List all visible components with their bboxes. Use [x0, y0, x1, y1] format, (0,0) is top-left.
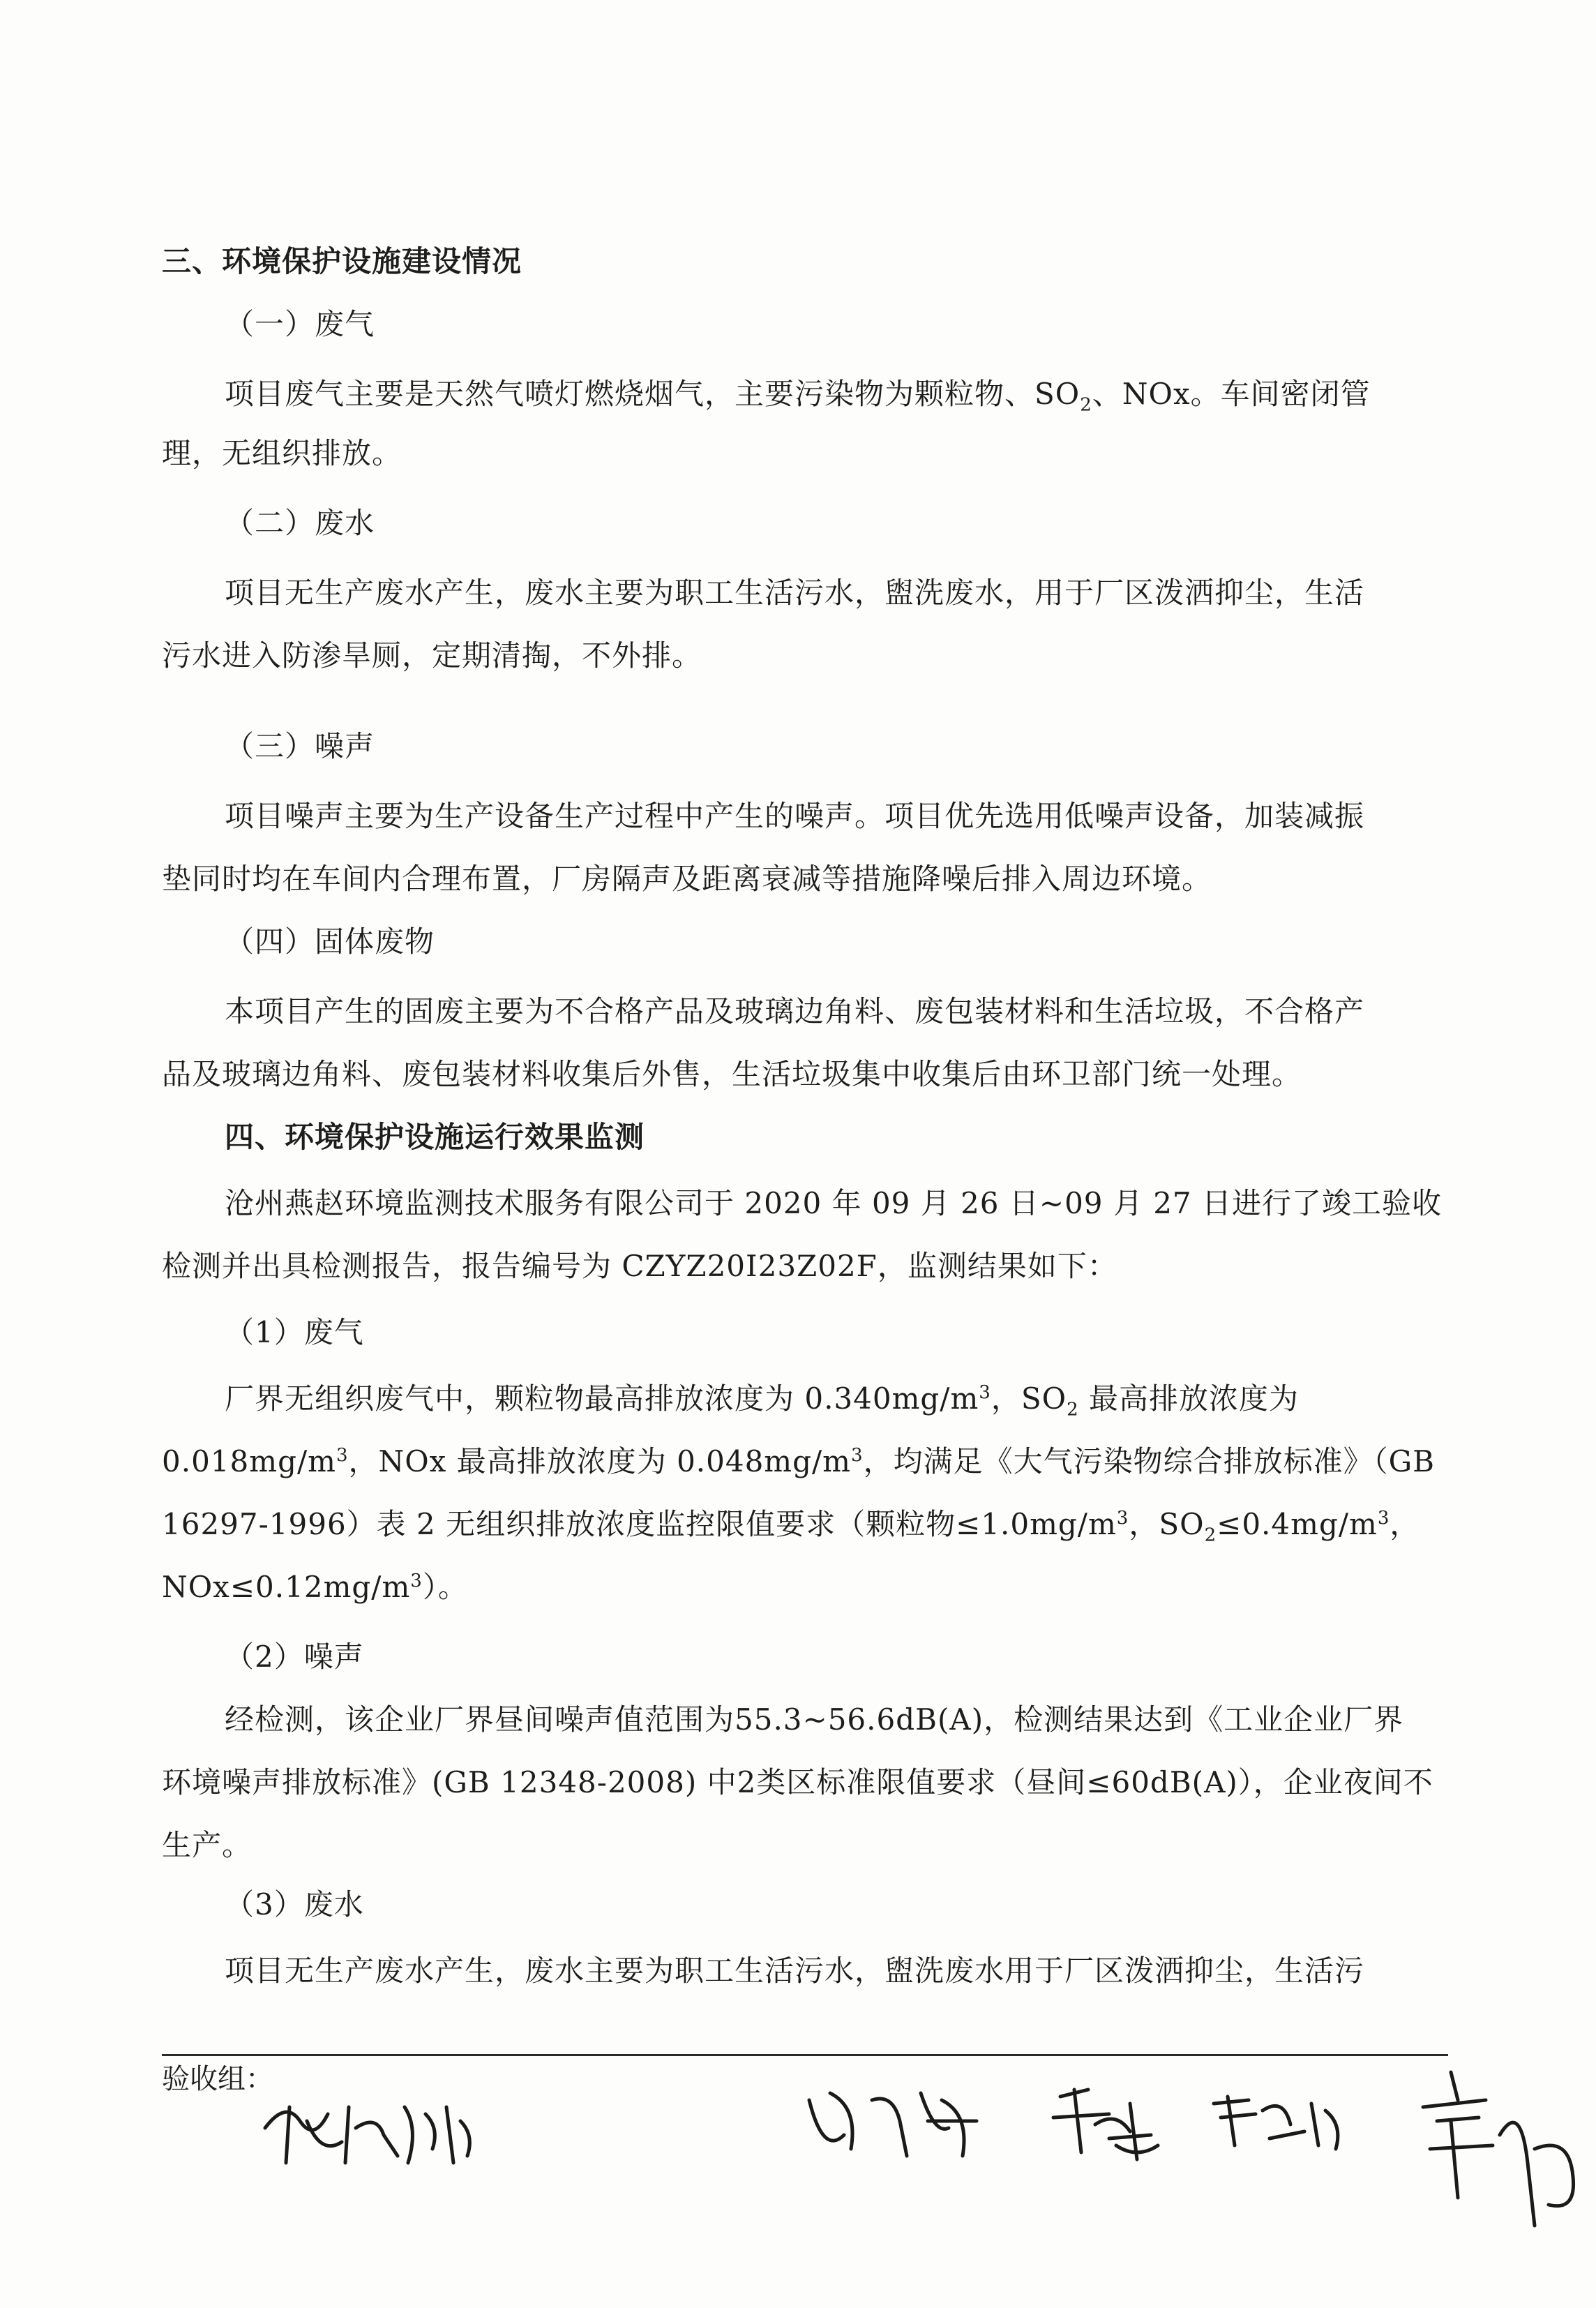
- subsection-2-noise-heading: （2）噪声: [225, 1640, 364, 1674]
- paragraph-line: 检测并出具检测报告，报告编号为 CZYZ20I23Z02F，监测结果如下：: [162, 1249, 1117, 1283]
- subsection-waste-gas-heading: （一）废气: [225, 307, 375, 341]
- subsection-solid-waste-heading: （四）固体废物: [225, 924, 435, 959]
- footer-divider: [162, 2054, 1448, 2056]
- paragraph-line: 垫同时均在车间内合理布置，厂房隔声及距离衰减等措施降噪后排入周边环境。: [162, 862, 1212, 896]
- paragraph-line: 本项目产生的固废主要为不合格产品及玻璃边角料、废包装材料和生活垃圾，不合格产: [225, 994, 1365, 1028]
- subsection-1-waste-gas-heading: （1）废气: [225, 1315, 364, 1349]
- paragraph-line: $NOx\le 0.12mg/m^3$）。: [162, 1570, 468, 1604]
- paragraph-line: 项目噪声主要为生产设备生产过程中产生的噪声。项目优先选用低噪声设备，加装减振: [225, 799, 1365, 833]
- section-3-heading: 三、环境保护设施建设情况: [162, 244, 522, 278]
- paragraph-line: 16297-1996）表 2 无组织排放浓度监控限值要求（颗粒物$\le 1.0mg/m^3$，$SO_2\le 0.4mg/m^3$，: [162, 1507, 1420, 1546]
- paragraph-line: 品及玻璃边角料、废包装材料收集后外售，生活垃圾集中收集后由环卫部门统一处理。: [162, 1057, 1302, 1091]
- paragraph-line: 理，无组织排放。: [162, 436, 402, 470]
- paragraph-line: 生产。: [162, 1828, 253, 1862]
- subsection-wastewater-heading: （二）废水: [225, 506, 375, 540]
- paragraph-line: 项目废气主要是天然气喷灯燃烧烟气，主要污染物为颗粒物、$SO_2$、NOx。车间密闭管: [225, 377, 1371, 416]
- subsection-noise-heading: （三）噪声: [225, 729, 375, 763]
- acceptance-group-label: 验收组：: [162, 2063, 273, 2095]
- signature-5: [1409, 2058, 1583, 2242]
- section-4-heading: 四、环境保护设施运行效果监测: [225, 1120, 645, 1154]
- signature-3: [1046, 2076, 1172, 2169]
- paragraph-line: 项目无生产废水产生，废水主要为职工生活污水，盥洗废水，用于厂区泼洒抑尘，生活: [225, 576, 1365, 610]
- paragraph-line: 厂界无组织废气中，颗粒物最高排放浓度为 $0.340mg/m^3$，$SO_2$ 最高排放浓度为: [225, 1381, 1299, 1421]
- paragraph-line: 环境噪声排放标准》(GB 12348-2008) 中2类区标准限值要求（昼间≤60dB(A)），企业夜间不: [162, 1765, 1433, 1799]
- signature-2: [802, 2072, 984, 2173]
- paragraph-line: 项目无生产废水产生，废水主要为职工生活污水，盥洗废水用于厂区泼洒抑尘，生活污: [225, 1954, 1365, 1988]
- paragraph-line: 沧州燕赵环境监测技术服务有限公司于 2020 年 09 月 26 日~09 月 27 日进行了竣工验收: [225, 1186, 1443, 1220]
- signature-4: [1207, 2083, 1353, 2162]
- paragraph-line: 污水进入防渗旱厕，定期清掏，不外排。: [162, 638, 702, 673]
- subsection-3-wastewater-heading: （3）废水: [225, 1887, 364, 1921]
- paragraph-line: $0.018mg/m^3$，NOx 最高排放浓度为 $0.048mg/m^3$，均满足《大气污染物综合排放标准》（GB: [162, 1444, 1435, 1478]
- paragraph-line: 经检测，该企业厂界昼间噪声值范围为55.3~56.6dB(A)，检测结果达到《工业企业厂界: [225, 1702, 1404, 1737]
- signature-1: [258, 2086, 495, 2180]
